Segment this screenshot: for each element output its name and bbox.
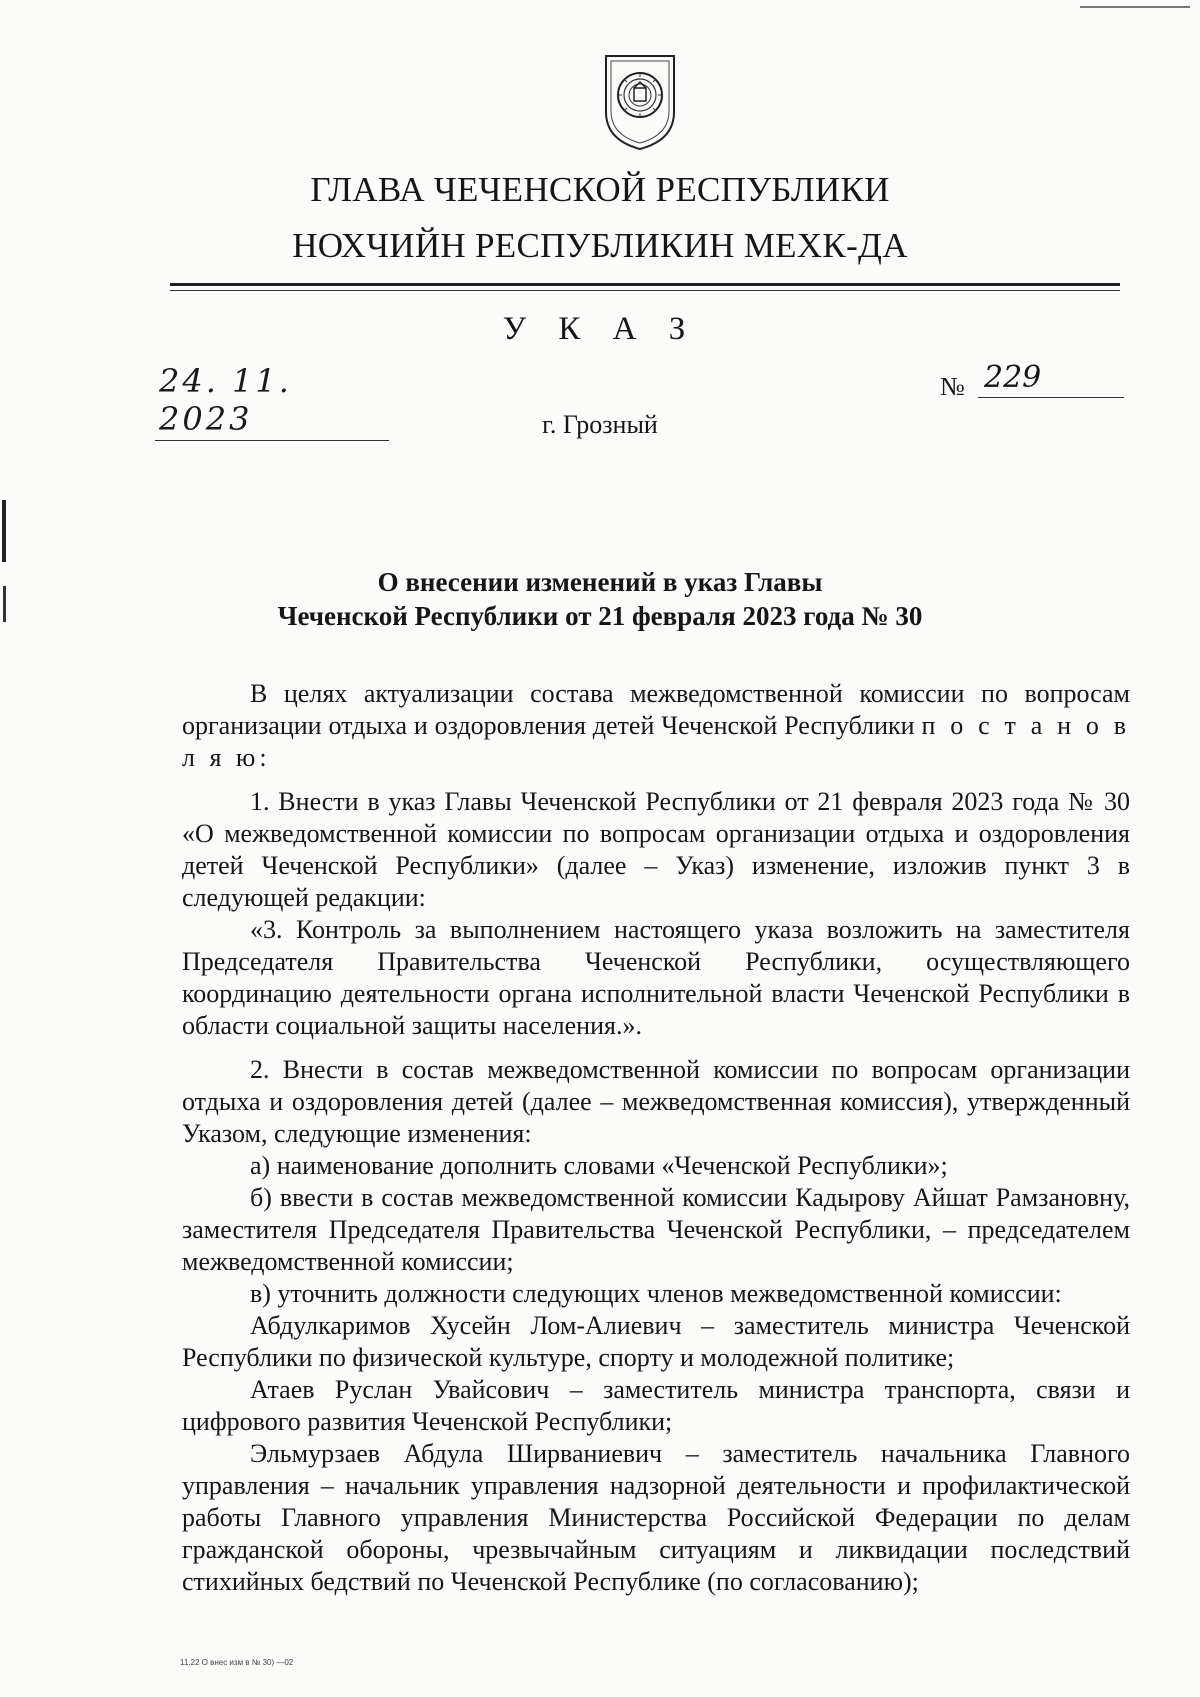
footer-code: 11.22 О внес изм в № 30) —02: [180, 1658, 294, 1667]
clause-2a-paragraph: а) наименование дополнить словами «Чеченской Республики»;: [250, 1151, 948, 1180]
header-line-1: ГЛАВА ЧЕЧЕНСКОЙ РЕСПУБЛИКИ: [310, 170, 890, 209]
preamble-text: В целях актуализации состава межведомственной комиссии по вопросам организации отдыха и оздоровления детей Чеченской Республики: [182, 679, 1130, 740]
clause-2b-paragraph: б) ввести в состав межведомственной комиссии Кадырову Айшат Рамзановну, заместителя Председателя Правительства Чеченской Республики, – председателем межведомственной комиссии;: [182, 1183, 1130, 1276]
handwritten-number: 229: [978, 360, 1124, 398]
header-rule-thick: [170, 283, 1120, 286]
clause-3-quote-paragraph: «3. Контроль за выполнением настоящего указа возложить на заместителя Председателя Правительства Чеченской Республики, осуществляющего координацию деятельности органа исполнительной власти Чеченской Республики в области социальной защиты населения.».: [182, 915, 1130, 1040]
clause-2v-paragraph: в) уточнить должности следующих членов межведомственной комиссии:: [250, 1279, 1062, 1308]
decree-word: п о с т а н о в л я ю:: [182, 711, 1131, 772]
handwritten-date: 24. 11. 2023: [155, 362, 389, 441]
header-rule-thin: [170, 290, 1120, 291]
top-edge-rule: [1080, 6, 1190, 8]
city-name: г. Грозный: [542, 410, 658, 439]
clause-1-paragraph: 1. Внести в указ Главы Чеченской Республики от 21 февраля 2023 года № 30 «О межведомственной комиссии по вопросам организации отдыха и оздоровления детей Чеченской Республики» (далее – Указ) изменение, изложив пункт 3 в следующей редакции:: [182, 787, 1130, 912]
margin-mark: [2, 500, 6, 562]
clause-2-paragraph: 2. Внести в состав межведомственной комиссии по вопросам организации отдыха и оздоровления детей (далее – межведомственная комиссия), утвержденный Указом, следующие изменения:: [182, 1055, 1130, 1148]
number-label: №: [940, 372, 965, 401]
member-paragraph: Эльмурзаев Абдула Ширваниевич – заместитель начальника Главного управления – начальник управления надзорной деятельности и профилактической работы Главного управления Министерства Российской Федерации по делам гражданской обороны, чрезвычайным ситуациям и ликвидации последствий стихийных бедствий по Чеченской Республике (по согласованию);: [182, 1439, 1130, 1596]
document-body: [182, 678, 1130, 1598]
coat-of-arms-emblem: [600, 52, 680, 152]
document-title: [0, 565, 1200, 633]
title-line-1: О внесении изменений в указ Главы: [377, 567, 823, 597]
header-line-2: НОХЧИЙН РЕСПУБЛИКИН МЕХК-ДА: [292, 226, 908, 265]
preamble-paragraph: [182, 678, 1130, 774]
member-paragraph: Абдулкаримов Хусейн Лом-Алиевич – заместитель министра Чеченской Республики по физической культуре, спорту и молодежной политике;: [182, 1311, 1130, 1372]
document-type: У К А З: [502, 311, 698, 347]
member-paragraph: Атаев Руслан Увайсович – заместитель министра транспорта, связи и цифрового развития Чеченской Республики;: [182, 1375, 1130, 1436]
title-line-2: Чеченской Республики от 21 февраля 2023 года № 30: [277, 601, 923, 631]
